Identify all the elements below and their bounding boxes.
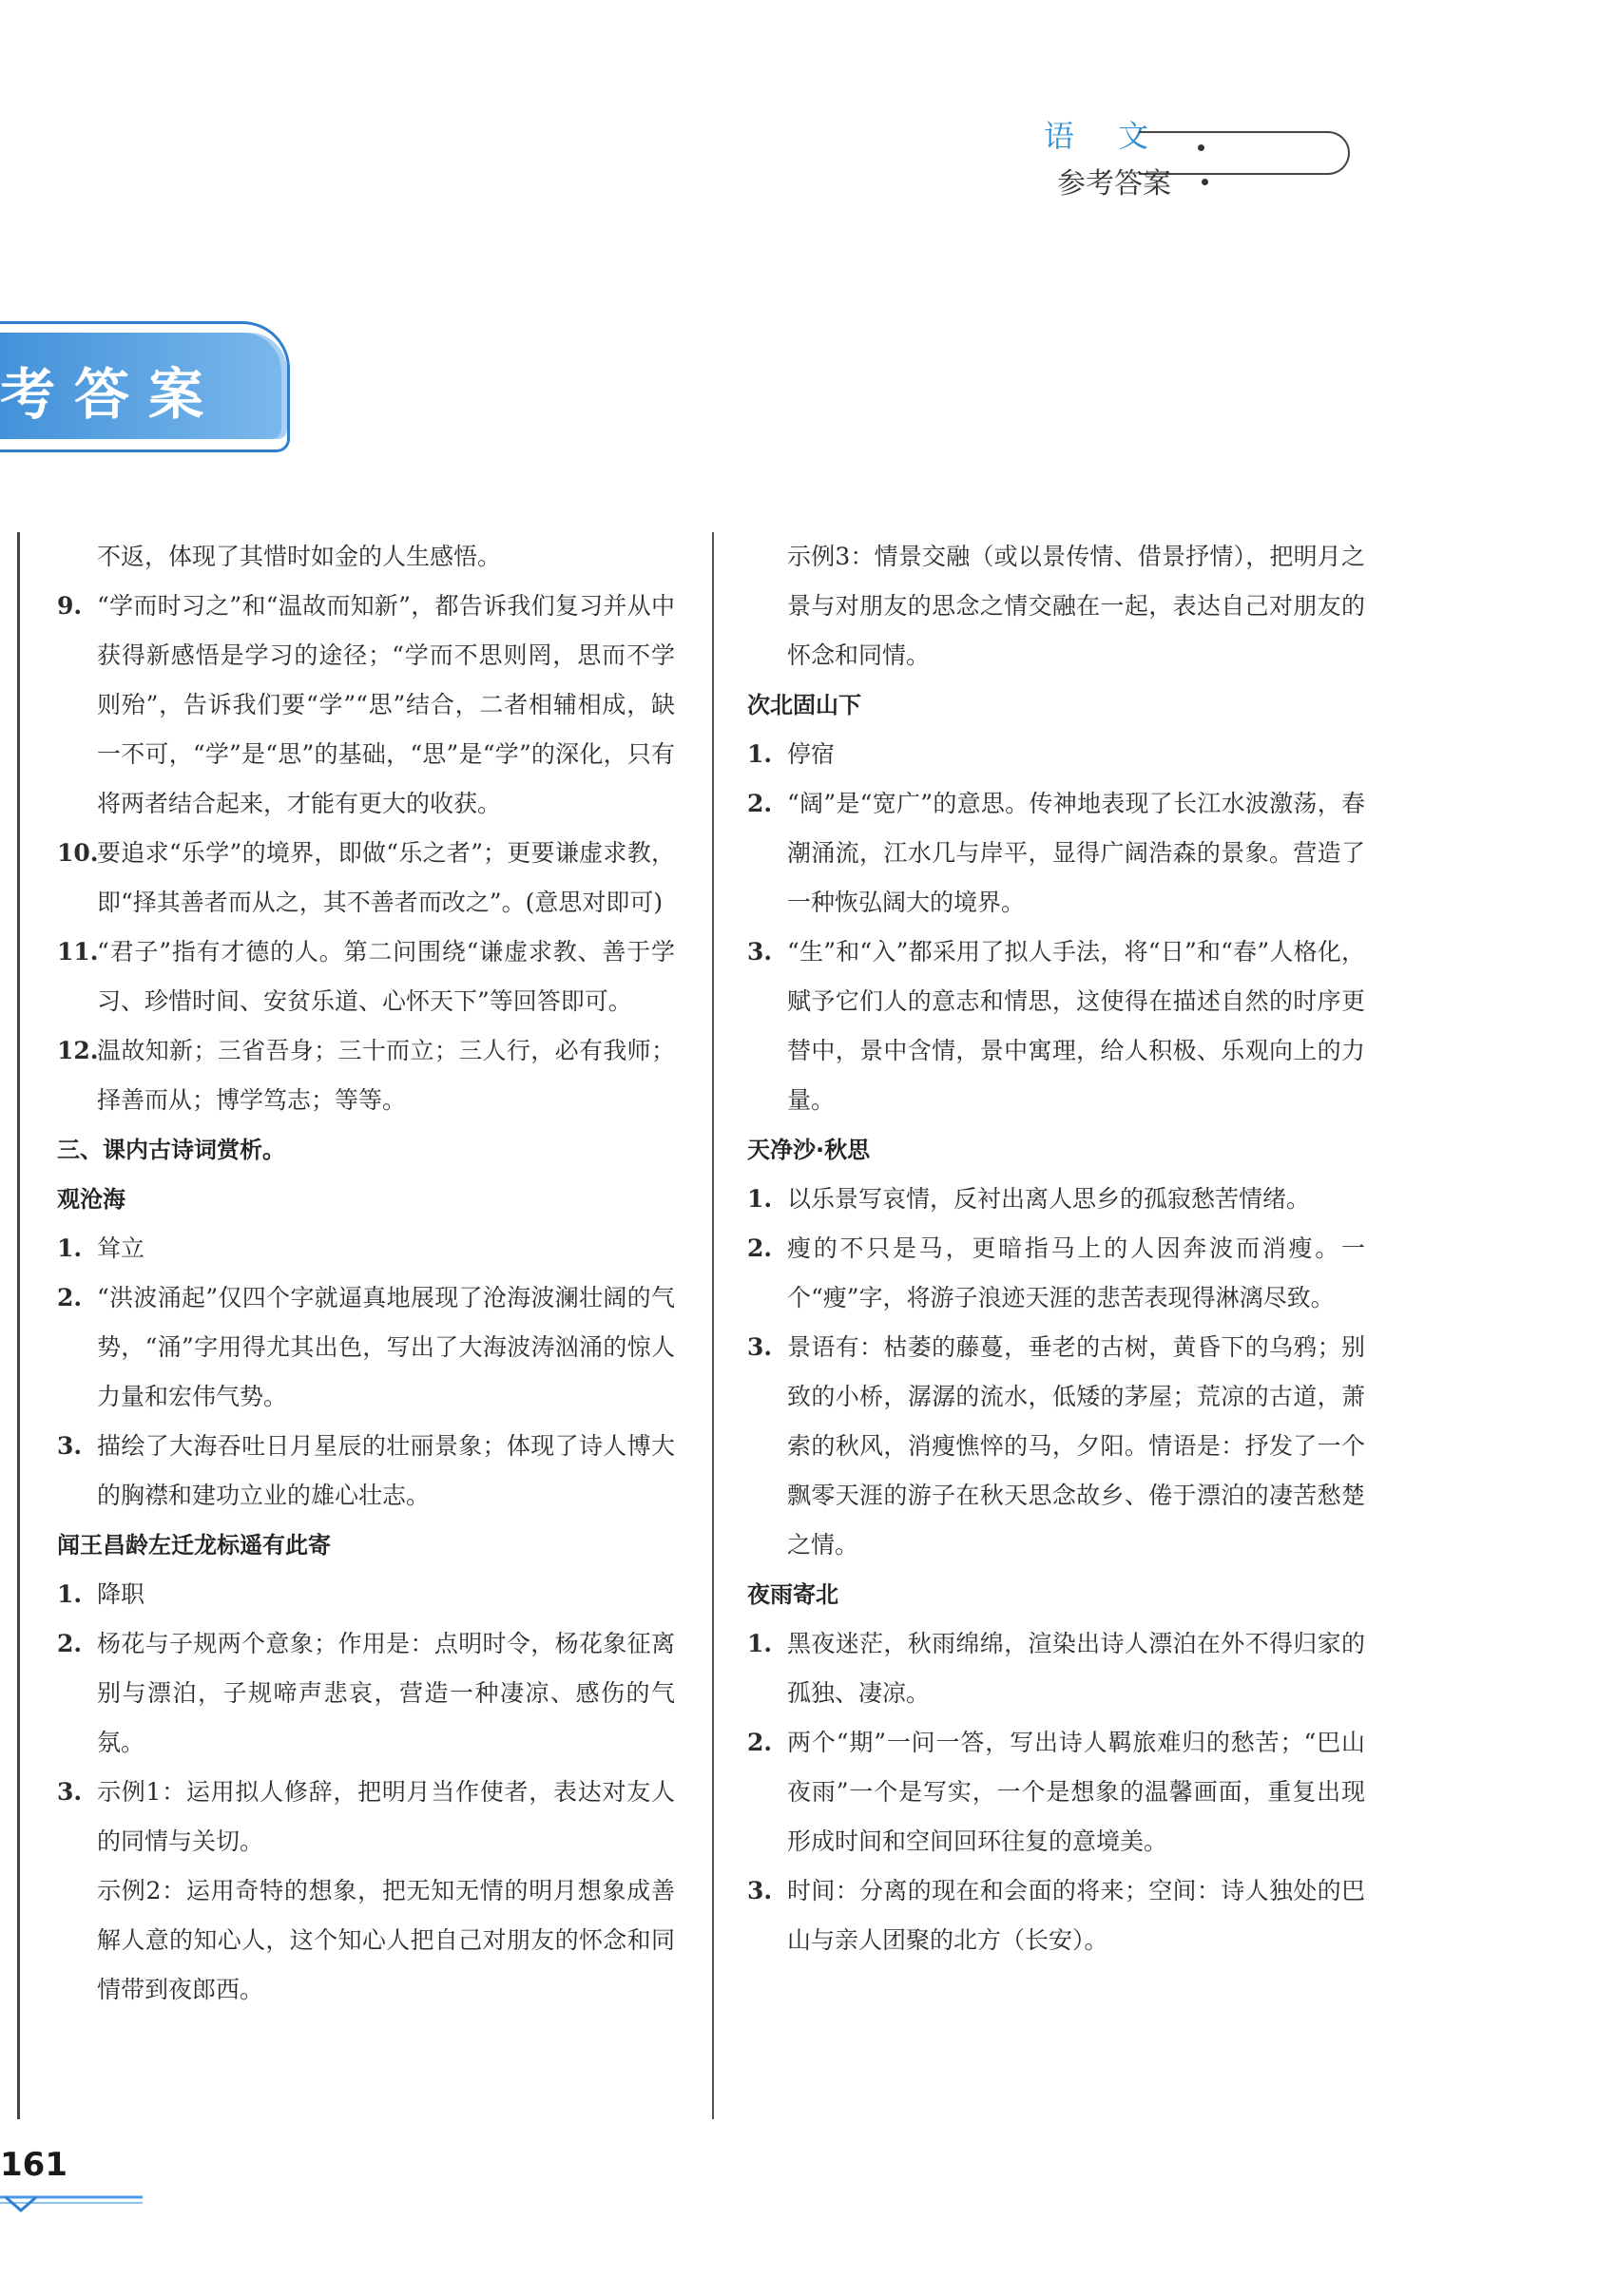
answer-item — [57, 1570, 675, 1619]
item-text: 要追求“乐学”的境界，即做“乐之者”；更要谦虚求教，即“择其善者而从之，其不善者而改之”。(意思对即可) — [97, 839, 675, 916]
item-text: “洪波涌起”仅四个字就逼真地展现了沧海波澜壮阔的气势，“涌”字用得尤其出色，写出了大海波涛汹涌的惊人力量和宏伟气势。 — [97, 1284, 675, 1410]
item-text: 景语有：枯萎的藤蔓，垂老的古树，黄昏下的乌鸦；别致的小桥，潺潺的流水，低矮的茅屋；荒凉的古道，萧索的秋风，消瘦憔悴的马，夕阳。情语是：抒发了一个飘零天涯的游子在秋天思念故乡、倦于漂泊的凄苦愁楚之情。 — [787, 1333, 1365, 1559]
continuation-text: 不返，体现了其惜时如金的人生感悟。 — [97, 543, 502, 570]
item-number: 2. — [57, 1630, 83, 1657]
answer-item — [57, 1224, 675, 1273]
item-number: 1. — [747, 1630, 773, 1657]
section-heading: 三、课内古诗词赏析。 — [57, 1137, 285, 1163]
column-divider — [712, 532, 714, 2119]
item-text: “君子”指有才德的人。第二问围绕“谦虚求教、善于学习、珍惜时间、安贫乐道、心怀天下”等回答即可。 — [97, 938, 675, 1015]
answer-item — [57, 582, 675, 829]
item-text: 降职 — [97, 1580, 145, 1608]
item-text: 描绘了大海吞吐日月星辰的壮丽景象；体现了诗人博大的胸襟和建功立业的雄心壮志。 — [97, 1432, 675, 1509]
answer-item — [747, 1224, 1365, 1323]
section-heading: 次北固山下 — [747, 692, 861, 718]
right-column — [747, 532, 1365, 1965]
item-text: 温故知新；三省吾身；三十而立；三人行，必有我师；择善而从；博学笃志；等等。 — [97, 1037, 675, 1114]
continuation-text: 示例3：情景交融（或以景传情、借景抒情），把明月之景与对朋友的思念之情交融在一起，表达自己对朋友的怀念和同情。 — [787, 543, 1365, 669]
subject-label: 语 文 — [1044, 118, 1166, 154]
answer-item — [747, 1175, 1365, 1224]
item-number: 3. — [747, 938, 773, 966]
answer-item — [57, 928, 675, 1026]
answer-item — [747, 1718, 1365, 1866]
item-number: 1. — [57, 1580, 83, 1608]
item-number: 2. — [747, 790, 773, 817]
section-heading: 天净沙·秋思 — [747, 1137, 871, 1163]
item-text: 以乐景写哀情，反衬出离人思乡的孤寂愁苦情绪。 — [787, 1185, 1311, 1213]
item-number: 3. — [57, 1778, 83, 1806]
item-text: 耸立 — [97, 1234, 145, 1262]
answer-item — [57, 1422, 675, 1521]
answer-item — [57, 829, 675, 928]
item-text: 停宿 — [787, 740, 836, 768]
footer-wave-icon — [0, 2193, 152, 2216]
item-number: 3. — [747, 1877, 773, 1904]
item-text: “学而时习之”和“温故而知新”，都告诉我们复习并从中获得新感悟是学习的途径；“学而不思则罔，思而不学则殆”，告诉我们要“学”“思”结合，二者相辅相成，缺一不可，“学”是“思”的基础，“思”是“学”的深化，只有将两者结合起来，才能有更大的收获。 — [97, 592, 675, 817]
item-text: 时间：分离的现在和会面的将来；空间：诗人独处的巴山与亲人团聚的北方（长安）。 — [787, 1877, 1365, 1954]
item-text: 黑夜迷茫，秋雨绵绵，渲染出诗人漂泊在外不得归家的孤独、凄凉。 — [787, 1630, 1365, 1707]
banner-title: 考答案 — [0, 362, 223, 427]
answer-item — [57, 1768, 675, 1866]
header-dot-icon — [1198, 144, 1204, 151]
item-text: 瘦的不只是马，更暗指马上的人因奔波而消瘦。一个“瘦”字，将游子浪迹天涯的悲苦表现得淋漓尽致。 — [787, 1234, 1365, 1311]
section-heading: 夜雨寄北 — [747, 1581, 838, 1608]
answer-item — [57, 1273, 675, 1422]
item-number: 1. — [747, 740, 773, 768]
answer-item — [747, 928, 1365, 1125]
item-text: 示例1：运用拟人修辞，把明月当作使者，表达对友人的同情与关切。 — [97, 1778, 675, 1855]
item-text: “生”和“入”都采用了拟人手法，将“日”和“春”人格化，赋予它们人的意志和情思，这使得在描述自然的时序更替中，景中含情，景中寓理，给人积极、乐观向上的力量。 — [787, 938, 1365, 1114]
section-heading: 观沧海 — [57, 1186, 125, 1213]
item-number: 9. — [57, 592, 83, 620]
item-number: 11. — [57, 938, 99, 966]
item-number: 2. — [747, 1729, 773, 1756]
section-label: 参考答案 — [1057, 167, 1171, 201]
left-margin-rule — [17, 532, 20, 2119]
item-text: “阔”是“宽广”的意思。传神地表现了长江水波激荡，春潮涌流，江水几与岸平，显得广阔浩森的景象。营造了一种恢弘阔大的境界。 — [787, 790, 1365, 916]
item-number: 2. — [57, 1284, 83, 1311]
answer-item — [747, 779, 1365, 928]
item-text: 两个“期”一问一答，写出诗人羁旅难归的愁苦；“巴山夜雨”一个是写实，一个是想象的温馨画面，重复出现形成时间和空间回环往复的意境美。 — [787, 1729, 1365, 1855]
item-number: 2. — [747, 1234, 773, 1262]
answer-item — [57, 1026, 675, 1125]
answer-item — [747, 1866, 1365, 1965]
left-column — [57, 532, 675, 2015]
answer-item — [747, 1323, 1365, 1570]
item-number: 10. — [57, 839, 99, 867]
header-dot-icon — [1202, 179, 1208, 185]
answer-item — [747, 1619, 1365, 1718]
item-number: 3. — [747, 1333, 773, 1361]
item-number: 1. — [747, 1185, 773, 1213]
item-number: 12. — [57, 1037, 99, 1064]
answer-item — [747, 730, 1365, 779]
answer-item — [57, 1619, 675, 1768]
item-text: 杨花与子规两个意象；作用是：点明时令，杨花象征离别与漂泊，子规啼声悲哀，营造一种凄凉、感伤的气氛。 — [97, 1630, 675, 1756]
continuation-text: 示例2：运用奇特的想象，把无知无情的明月想象成善解人意的知心人，这个知心人把自己对朋友的怀念和同情带到夜郎西。 — [97, 1877, 675, 2003]
item-number: 1. — [57, 1234, 83, 1262]
item-number: 3. — [57, 1432, 83, 1460]
page-number: 161 — [0, 2146, 67, 2184]
section-heading: 闻王昌龄左迁龙标遥有此寄 — [57, 1532, 331, 1559]
